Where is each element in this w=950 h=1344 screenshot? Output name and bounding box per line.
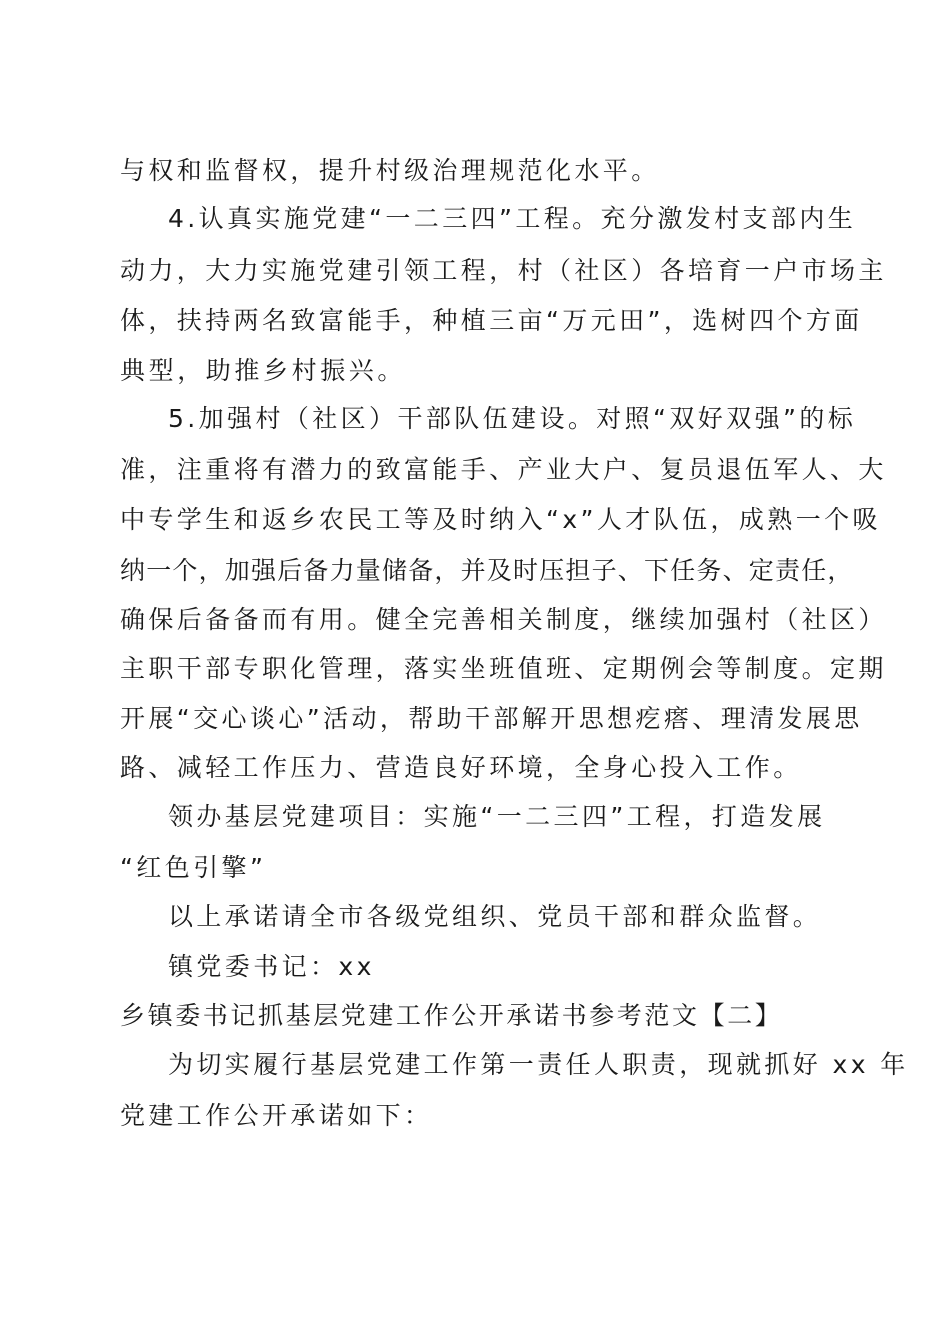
item-4-heading-line: 4.认真实施党建“一二三四”工程。充分激发村支部内生 — [168, 204, 857, 233]
section-title: 乡镇委书记抓基层党建工作公开承诺书参考范文【二】 — [120, 1001, 783, 1030]
supervision-line: 以上承诺请全市各级党组织、党员干部和群众监督。 — [168, 902, 822, 931]
project-line: 领办基层党建项目：实施“一二三四”工程，打造发展 — [168, 802, 826, 831]
paragraph-line: 党建工作公开承诺如下： — [120, 1101, 433, 1130]
item-5-heading-line: 5.加强村（社区）干部队伍建设。对照“双好双强”的标 — [168, 404, 857, 433]
paragraph-line: 路、减轻工作压力、营造良好环境，全身心投入工作。 — [120, 753, 802, 782]
paragraph-line: 动力，大力实施党建引领工程，村（社区）各培育一户市场主 — [120, 256, 887, 285]
paragraph-line: 体，扶持两名致富能手，种植三亩“万元田”，选树四个方面 — [120, 306, 863, 335]
paragraph-line: 确保后备备而有用。健全完善相关制度，继续加强村（社区） — [120, 605, 887, 634]
paragraph-line: 中专学生和返乡农民工等及时纳入“x”人才队伍，成熟一个吸 — [120, 505, 881, 534]
signature-line: 镇党委书记：xx — [168, 952, 375, 981]
paragraph-line: 为切实履行基层党建工作第一责任人职责，现就抓好 xx 年 — [168, 1050, 909, 1079]
paragraph-line: 典型，助推乡村振兴。 — [120, 356, 407, 385]
paragraph-line: 纳一个，加强后备力量储备，并及时压担子、下任务、定责任， — [120, 556, 854, 585]
project-line: “红色引擎” — [120, 853, 267, 882]
paragraph-line: 主职干部专职化管理，落实坐班值班、定期例会等制度。定期 — [120, 654, 887, 683]
paragraph-line: 开展“交心谈心”活动，帮助干部解开思想疙瘩、理清发展思 — [120, 704, 863, 733]
paragraph-line: 与权和监督权，提升村级治理规范化水平。 — [120, 156, 660, 185]
paragraph-line: 准，注重将有潜力的致富能手、产业大户、复员退伍军人、大 — [120, 455, 887, 484]
